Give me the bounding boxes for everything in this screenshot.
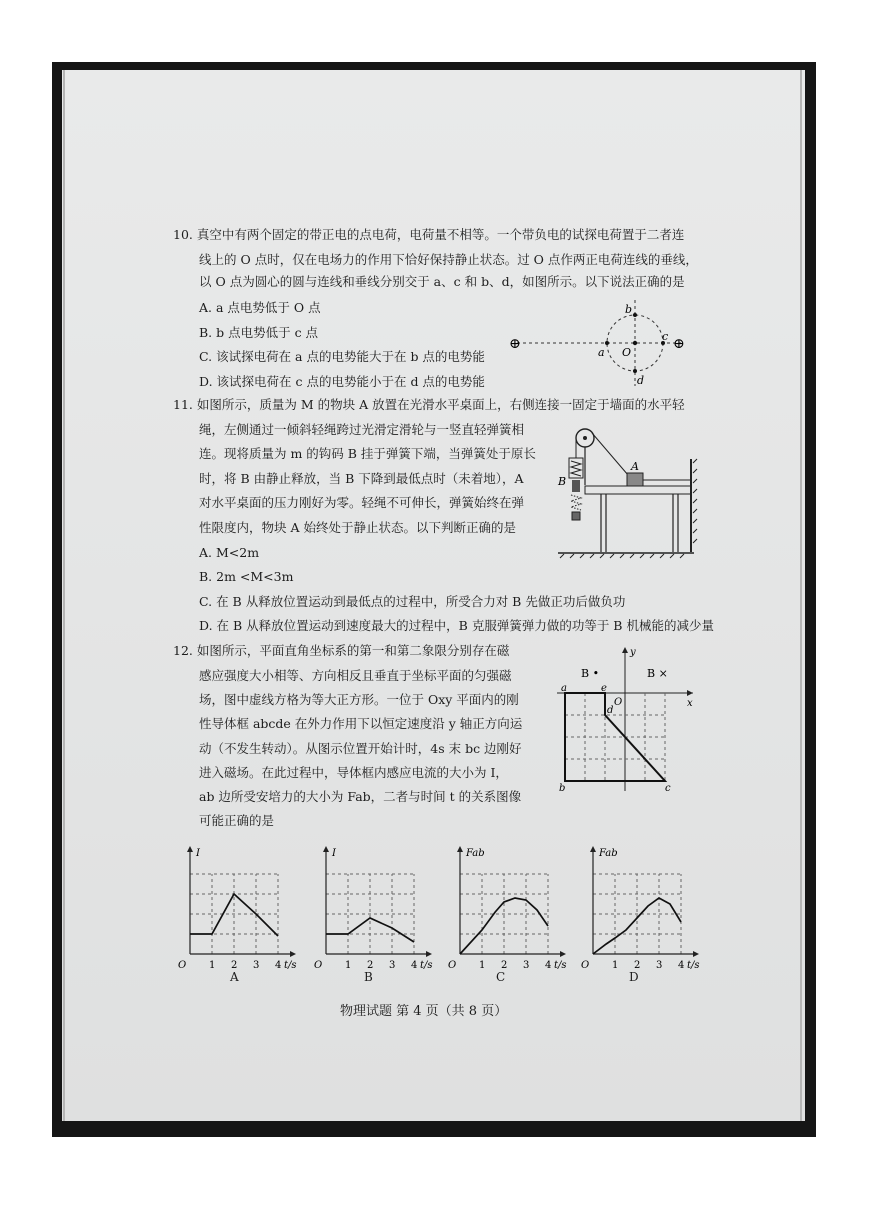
q10-option-a: A. a 点电势低于 O 点: [199, 300, 321, 315]
y-axis-label: Fab: [466, 848, 485, 859]
tick-label: 1: [612, 960, 619, 971]
graph-b-letter: B: [364, 970, 373, 984]
q10-option-b: B. b 点电势低于 c 点: [199, 325, 319, 340]
y-axis-label: Fab: [599, 848, 618, 859]
tick-label: 2: [231, 960, 238, 971]
label-d: d: [637, 374, 645, 387]
q12-figure: [555, 643, 700, 798]
label-b: b: [559, 783, 566, 794]
q12-line-6: 进入磁场。在此过程中，导体框内感应电流的大小为 I，: [199, 765, 508, 780]
tick-label: 3: [523, 960, 530, 971]
label-o: O: [614, 697, 623, 708]
q12-line-2: 感应强度大小相等、方向相反且垂直于坐标平面的匀强磁: [199, 668, 512, 683]
page-edge: [63, 70, 65, 1121]
value-axis-arrow: [590, 846, 596, 852]
slanted-rope: [592, 433, 628, 475]
point-a: [605, 341, 609, 345]
q11-option-a: A. M<2m: [199, 545, 260, 560]
hook-b: [572, 480, 580, 492]
q11-line-4: 时，将 B 由静止释放，当 B 下降到最低点时（未着地），A: [199, 471, 524, 486]
value-axis-arrow: [457, 846, 463, 852]
label-c: c: [665, 783, 671, 794]
q10-line-2: 线上的 O 点时，仅在电场力的作用下恰好保持静止状态。过 O 点作两正电荷连线的垂线，: [199, 252, 698, 267]
graph-c: [446, 842, 576, 970]
q11-line-1: 11. 如图所示，质量为 M 的物块 A 放置在光滑水平桌面上，右侧连接一固定于墙面的水平轻: [173, 397, 685, 412]
x-axis-label: t/s: [420, 960, 433, 971]
tick-label: 4: [678, 960, 685, 971]
t-axis-arrow: [693, 951, 699, 957]
t-axis-arrow: [426, 951, 432, 957]
tick-label: 4: [545, 960, 552, 971]
tick-label: 1: [479, 960, 486, 971]
tick-label: 1: [345, 960, 352, 971]
graph-c-letter: C: [496, 970, 506, 984]
label-o: O: [622, 346, 632, 359]
spring-icon: [571, 461, 581, 476]
table-top: [585, 486, 691, 494]
tick-label: 4: [275, 960, 282, 971]
q11-option-c: C. 在 B 从释放位置运动到最低点的过程中，所受合力对 B 先做正功后做负功: [199, 594, 626, 609]
tick-label: 3: [389, 960, 396, 971]
tick-label: 3: [656, 960, 663, 971]
graph-a-letter: A: [230, 970, 239, 984]
label-hook-b: B: [558, 475, 567, 488]
q12-line-3: 场，图中虚线方格为等大正方形。一位于 Oxy 平面内的刚: [199, 692, 519, 707]
x-axis-label: t/s: [554, 960, 567, 971]
tick-label: 1: [209, 960, 216, 971]
label-a: a: [561, 683, 567, 694]
q12-line-7: ab 边所受安培力的大小为 Fab，二者与时间 t 的关系图像: [199, 789, 522, 804]
q12-line-1: 12. 如图所示，平面直角坐标系的第一和第二象限分别存在磁: [173, 643, 510, 658]
x-axis-label: t/s: [687, 960, 700, 971]
t-axis-arrow: [560, 951, 566, 957]
page-footer: 物理试题 第 4 页（共 8 页）: [340, 1004, 508, 1019]
q12-line-5: 动（不发生转动）。从图示位置开始计时，4s 末 bc 边刚好: [199, 741, 522, 756]
field-left-label: B •: [581, 667, 600, 680]
origin-label: O: [178, 960, 187, 971]
value-axis-arrow: [187, 846, 193, 852]
y-axis-label: I: [332, 848, 336, 859]
origin-label: O: [581, 960, 590, 971]
label-c: c: [662, 330, 669, 343]
point-b: [633, 313, 637, 317]
point-o: [633, 341, 637, 345]
q11-figure: [552, 425, 697, 565]
q10-option-d: D. 该试探电荷在 c 点的电势能小于在 d 点的电势能: [199, 374, 485, 389]
q10-line-1: 10. 真空中有两个固定的带正电的点电荷，电荷量不相等。一个带负电的试探电荷置于二者连: [173, 227, 685, 242]
block-a: [627, 473, 643, 486]
origin-label: O: [314, 960, 323, 971]
graph-b: [312, 842, 442, 970]
q11-line-6: 性限度内，物块 A 始终处于静止状态。以下判断正确的是: [199, 520, 516, 535]
y-axis-label: I: [196, 848, 200, 859]
q11-line-3: 连。现将质量为 m 的钩码 B 挂于弹簧下端，当弹簧处于原长: [199, 446, 536, 461]
q11-option-d: D. 在 B 从释放位置运动到速度最大的过程中，B 克服弹簧弹力做的功等于 B 机械能的减少量: [199, 618, 714, 633]
label-block-a: A: [631, 460, 639, 473]
graph-d-letter: D: [629, 970, 639, 984]
label-a: a: [598, 346, 605, 359]
tick-label: 3: [253, 960, 260, 971]
graph-a: [176, 842, 306, 970]
positive-charge-left: ⊕: [509, 336, 521, 352]
value-axis-arrow: [323, 846, 329, 852]
field-right-label: B ×: [647, 667, 668, 680]
point-d: [633, 369, 637, 373]
tick-label: 2: [501, 960, 508, 971]
t-axis-arrow: [290, 951, 296, 957]
q10-line-3: 以 O 点为圆心的圆与连线和垂线分别交于 a、c 和 b、d，如图所示。以下说法正确的是: [199, 274, 685, 289]
page-edge: [800, 70, 802, 1121]
tick-label: 4: [411, 960, 418, 971]
label-y: y: [630, 647, 636, 658]
origin-label: O: [448, 960, 457, 971]
q12-line-4: 性导体框 abcde 在外力作用下以恒定速度沿 y 轴正方向运: [199, 716, 523, 731]
label-b: b: [625, 303, 633, 316]
q10-figure: [505, 296, 695, 391]
tick-label: 2: [367, 960, 374, 971]
graph-d: [579, 842, 709, 970]
q11-option-b: B. 2m <M<3m: [199, 569, 294, 584]
label-x: x: [687, 698, 693, 709]
x-axis-label: t/s: [284, 960, 297, 971]
q11-line-2: 绳，左侧通过一倾斜轻绳跨过光滑定滑轮与一竖直轻弹簧相: [199, 422, 525, 437]
positive-charge-right: ⊕: [673, 336, 685, 352]
label-d: d: [607, 705, 614, 716]
q12-line-8: 可能正确的是: [199, 813, 275, 828]
tick-label: 2: [634, 960, 641, 971]
q10-option-c: C. 该试探电荷在 a 点的电势能大于在 b 点的电势能: [199, 349, 485, 364]
label-e: e: [601, 683, 607, 694]
q11-line-5: 对水平桌面的压力刚好为零。轻绳不可伸长，弹簧始终在弹: [199, 495, 525, 510]
